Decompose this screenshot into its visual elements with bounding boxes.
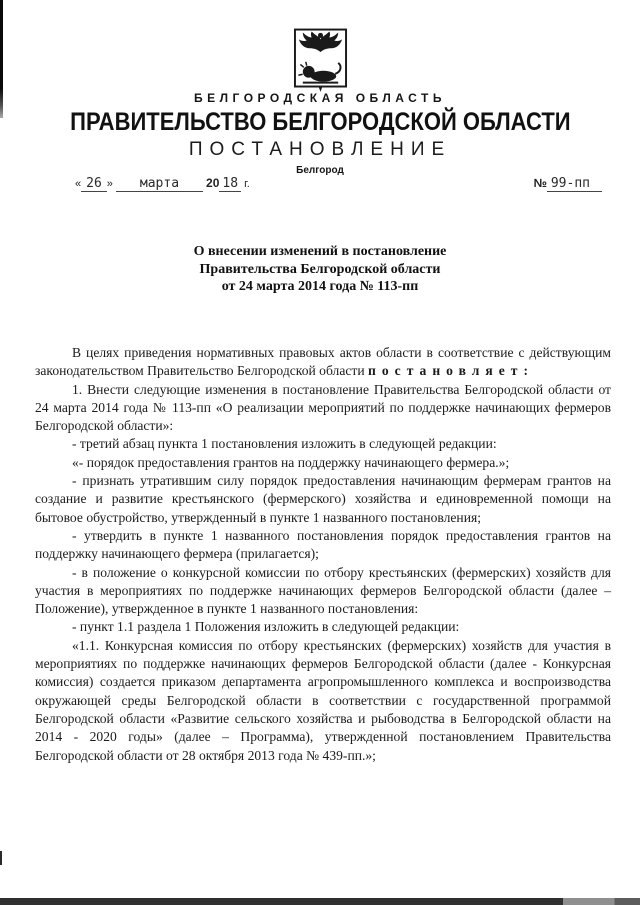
opening-paragraph-text: В целях приведения нормативных правовых актов области в соответствие с действующим законодательством Правительство Белгородской области bbox=[35, 345, 611, 379]
government-name bbox=[0, 108, 640, 137]
document-title-line2: Правительства Белгородской области bbox=[199, 261, 441, 277]
body-paragraph: - пункт 1.1 раздела 1 Положения изложить в следующей редакции: bbox=[72, 619, 460, 635]
body-paragraph: «1.1. Конкурсная комиссия по отбору крестьянских (фермерских) хозяйств для участия в мероприятиях по поддержке начинающих фермеров Белгородской области (далее - Конкурсная комиссия) создается приказом департамента агропромышленного комплекса и воспроизводства окружающей среды Белгородской области в соответствии с государственной программой Белгородской области «Развитие сельского хозяйства и рыбоводства в Белгородской области на 2014 - 2020 годы» (далее – Программа), утвержденной постановлением Правительства Белгородской области от 28 октября 2013 года № 439-пп.»; bbox=[35, 637, 611, 763]
date-number-row bbox=[75, 176, 602, 196]
body-paragraph: - признать утратившим силу порядок предоставления начинающим фермерам грантов на создание и развитие крестьянского (фермерского) хозяйства и единовременной помощи на бытовое обустройство, утвержденный в пункте 1 названного постановления; bbox=[35, 473, 611, 525]
city-name: Белгород bbox=[296, 165, 344, 176]
scan-artifact-left-tick bbox=[0, 851, 2, 865]
date-quote-open: « bbox=[75, 178, 82, 190]
document-body bbox=[35, 344, 611, 765]
date-line bbox=[75, 176, 250, 192]
body-paragraph: - в положение о конкурсной комиссии по отбору крестьянских (фермерских) хозяйств для участия в мероприятиях по поддержке начинающих фермеров Белгородской области (далее – Положение), утвержденное в пункте 1 названного постановления: bbox=[35, 564, 611, 617]
region-name: БЕЛГОРОДСКАЯ ОБЛАСТЬ bbox=[194, 91, 446, 105]
scan-artifact-bottom-bar bbox=[0, 898, 640, 905]
date-day: 26 bbox=[81, 177, 107, 192]
resolves-label: постановляет: bbox=[368, 363, 535, 379]
date-year-unit: г. bbox=[244, 178, 250, 190]
body-paragraph: 1. Внести следующие изменения в постановление Правительства Белгородской области от 24 марта 2014 года № 113-пп «О реализации мероприятий по поддержке начинающих фермеров Белгородской области»: bbox=[35, 381, 611, 434]
body-paragraph: - утвердить в пункте 1 названного постановления порядок предоставления грантов на поддержку начинающего фермера (прилагается); bbox=[35, 527, 611, 562]
document-number bbox=[533, 176, 602, 192]
document-title-line1: О внесении изменений в постановление bbox=[193, 244, 447, 259]
coat-of-arms-icon bbox=[0, 27, 640, 98]
date-month: марта bbox=[116, 177, 203, 192]
document-title bbox=[0, 243, 640, 296]
date-year-suffix: 18 bbox=[219, 177, 241, 192]
date-quote-close: » bbox=[106, 178, 113, 190]
government-name-text: ПРАВИТЕЛЬСТВО БЕЛГОРОДСКОЙ ОБЛАСТИ bbox=[69, 108, 571, 136]
date-year-prefix: 20 bbox=[206, 176, 220, 190]
opening-paragraph bbox=[35, 344, 611, 381]
number-sign: № bbox=[533, 176, 547, 190]
document-title-line3: от 24 марта 2014 года № 113-пп bbox=[221, 279, 419, 294]
body-paragraph: - третий абзац пункта 1 постановления изложить в следующей редакции: bbox=[72, 436, 497, 452]
number-value: 99-пп bbox=[547, 177, 602, 192]
body-paragraph: «- порядок предоставления грантов на поддержку начинающего фермера.»; bbox=[72, 454, 510, 470]
document-type: ПОСТАНОВЛЕНИЕ bbox=[188, 139, 452, 160]
